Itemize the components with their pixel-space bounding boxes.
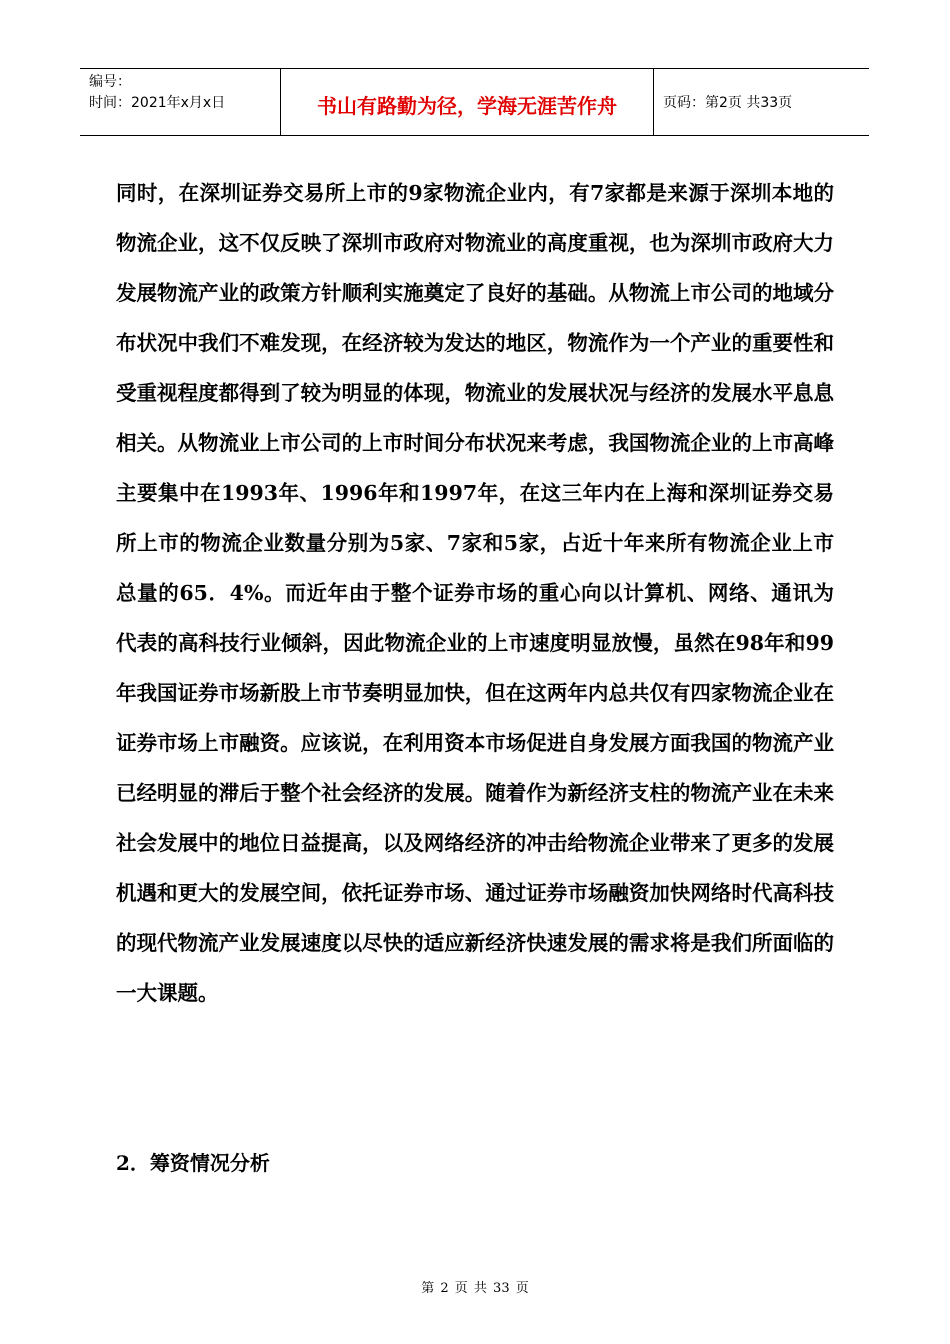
document-header xyxy=(80,68,869,136)
header-motto-cell xyxy=(281,69,654,135)
document-date-label: 时间：2021年x月x日 xyxy=(89,95,226,111)
body-content xyxy=(116,168,834,1018)
header-motto: 书山有路勤为径，学海无涯苦作舟 xyxy=(317,93,617,118)
header-meta-cell xyxy=(80,69,281,135)
header-page-info: 页码：第2页 共33页 xyxy=(663,95,793,111)
document-number-label: 编号： xyxy=(89,74,131,90)
header-page-cell xyxy=(654,69,869,135)
section-heading: 2．筹资情况分析 xyxy=(116,1151,270,1175)
page-footer: 第 2 页 共 33 页 xyxy=(421,1281,529,1296)
body-paragraph: 同时，在深圳证券交易所上市的9家物流企业内，有7家都是来源于深圳本地的物流企业，这不仅反映了深圳市政府对物流业的高度重视，也为深圳市政府大力发展物流产业的政策方针顺利实施奠定了良好的基础。从物流上市公司的地域分布状况中我们不难发现，在经济较为发达的地区，物流作为一个产业的重要性和受重视程度都得到了较为明显的体现，物流业的发展状况与经济的发展水平息息相关。从物流业上市公司的上市时间分布状况来考虑，我国物流企业的上市高峰主要集中在1993年、1996年和1997年，在这三年内在上海和深圳证券交易所上市的物流企业数量分别为5家、7家和5家，占近十年来所有物流企业上市总量的65．4%。而近年由于整个证券市场的重心向以计算机、网络、通讯为代表的高科技行业倾斜，因此物流企业的上市速度明显放慢，虽然在98年和99年我国证券市场新股上市节奏明显加快，但在这两年内总共仅有四家物流企业在证券市场上市融资。应该说，在利用资本市场促进自身发展方面我国的物流产业已经明显的滞后于整个社会经济的发展。随着作为新经济支柱的物流产业在未来社会发展中的地位日益提高，以及网络经济的冲击给物流企业带来了更多的发展机遇和更大的发展空间，依托证券市场、通过证券市场融资加快网络时代高科技的现代物流产业发展速度以尽快的适应新经济快速发展的需求将是我们所面临的一大课题。 xyxy=(116,181,834,1005)
